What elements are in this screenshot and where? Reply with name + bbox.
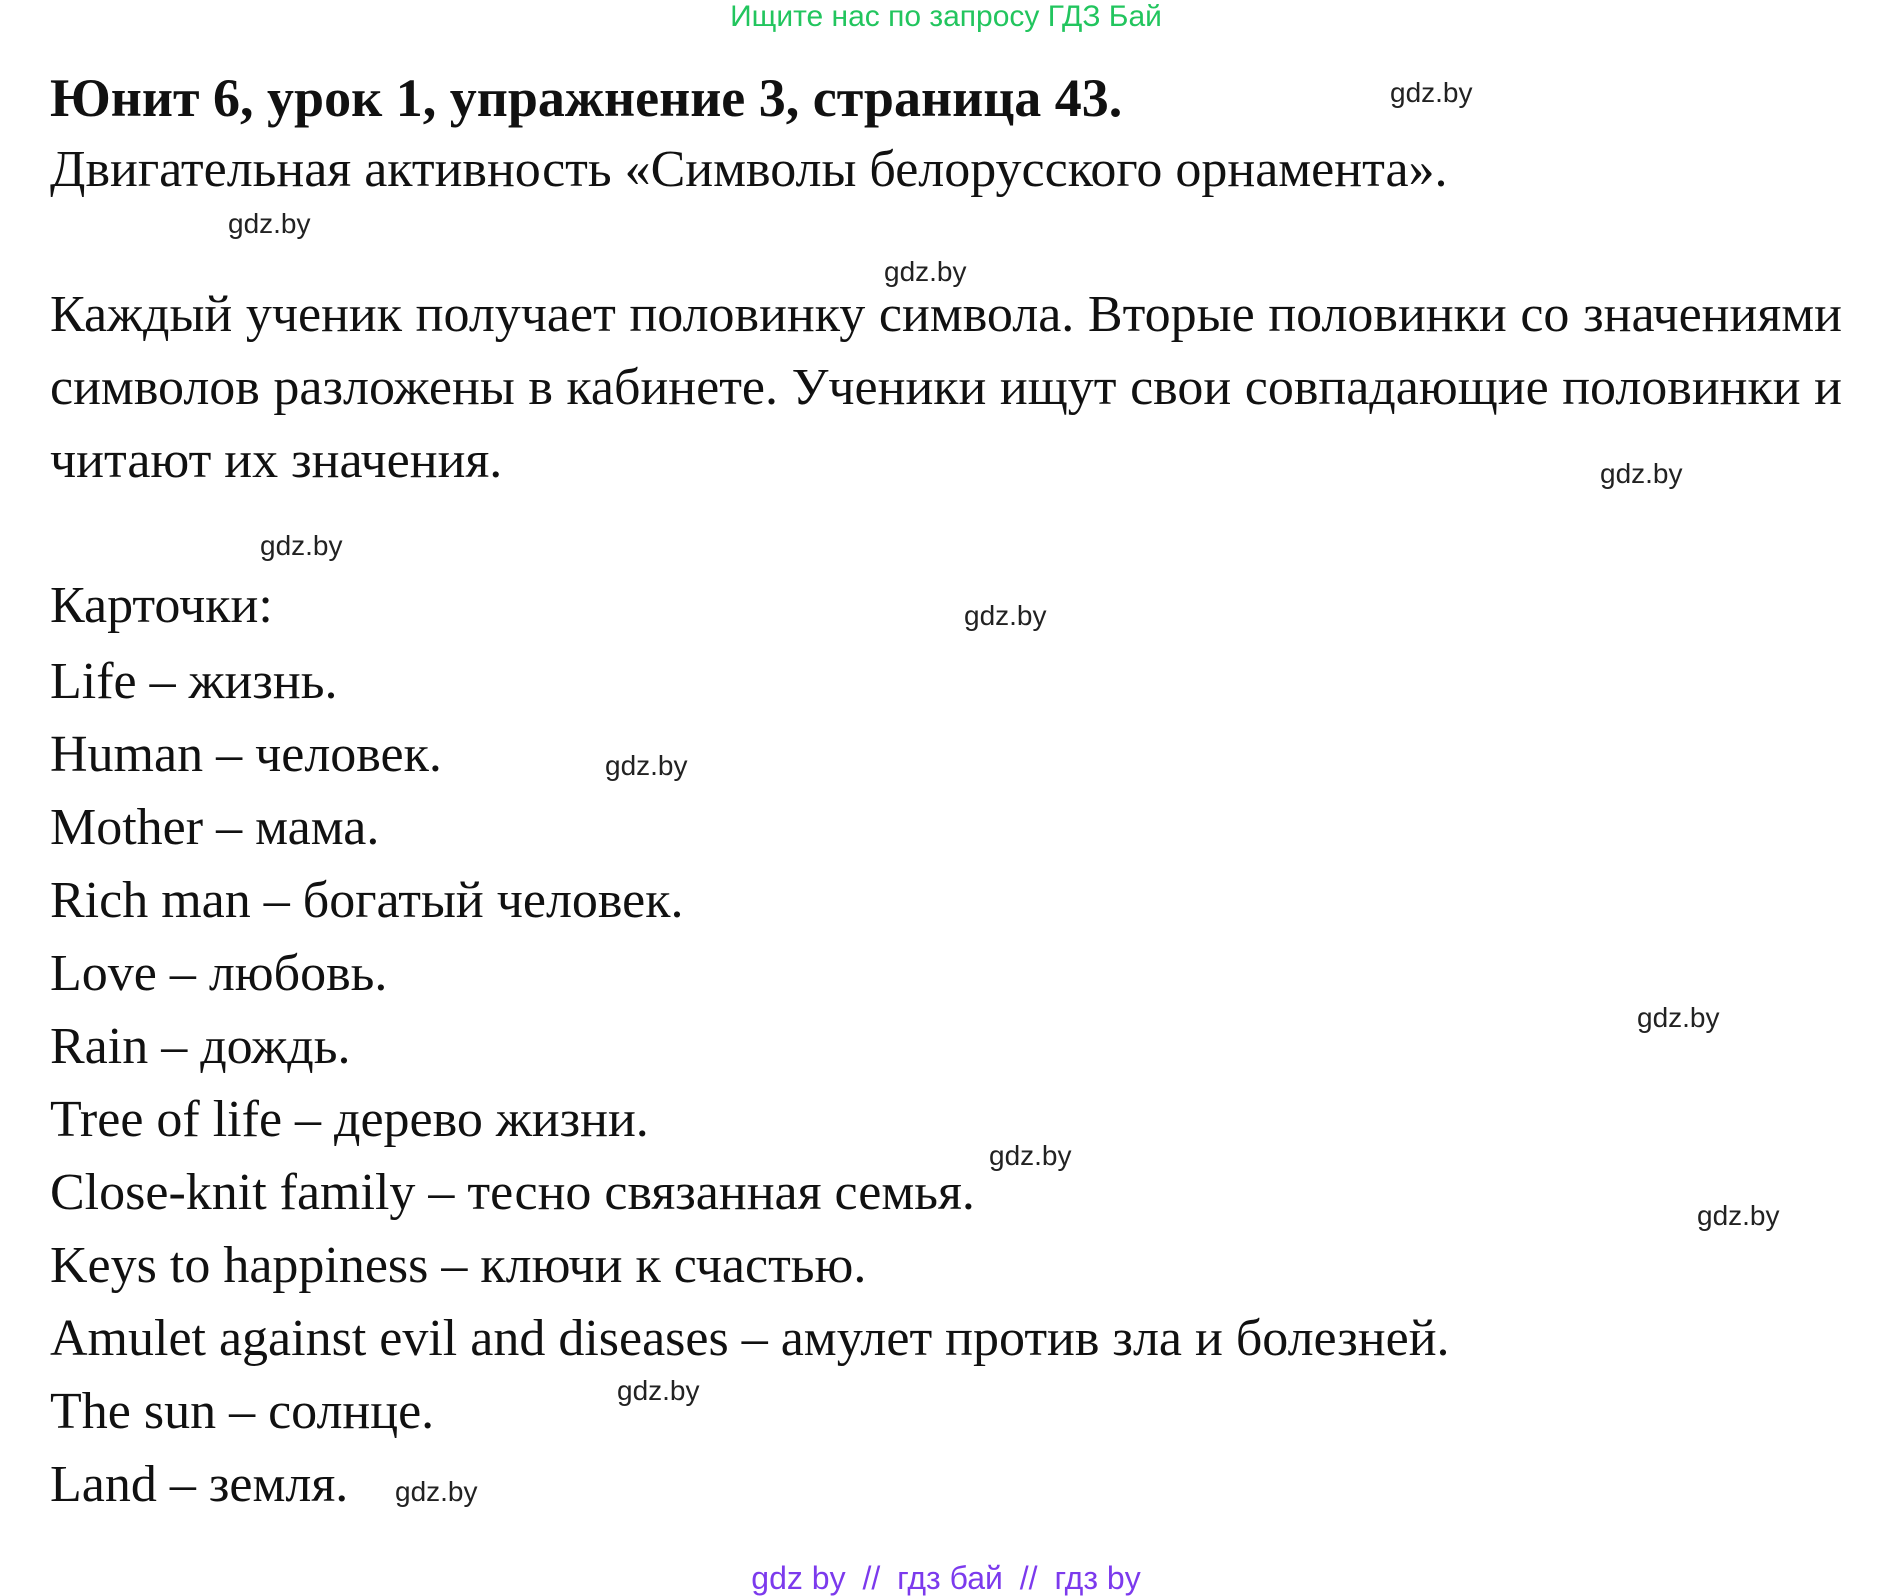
- watermark: gdz.by: [1390, 77, 1473, 108]
- watermark: gdz.by: [989, 1140, 1072, 1171]
- search-banner: Ищите нас по запросу ГДЗ Бай: [730, 0, 1162, 33]
- card-item: Love – любовь.: [50, 945, 388, 1002]
- card-item: Close-knit family – тесно связанная семья.: [50, 1164, 975, 1221]
- watermark: gdz.by: [1697, 1200, 1780, 1231]
- card-item: Human – человек.: [50, 726, 442, 783]
- watermark: gdz.by: [605, 750, 688, 781]
- page-title: Юнит 6, урок 1, упражнение 3, страница 43.: [50, 68, 1123, 128]
- watermark: gdz.by: [617, 1375, 700, 1406]
- card-item: Amulet against evil and diseases – амулет против зла и болезней.: [50, 1310, 1450, 1367]
- watermark: gdz.by: [964, 600, 1047, 631]
- card-item: Rich man – богатый человек.: [50, 872, 684, 929]
- activity-subtitle: Двигательная активность «Символы белорусского орнамента».: [50, 141, 1448, 198]
- card-item: The sun – солнце.: [50, 1383, 435, 1440]
- watermark: gdz.by: [1637, 1002, 1720, 1033]
- watermark: gdz.by: [260, 530, 343, 561]
- cards-list: [50, 645, 1450, 1521]
- card-item: Rain – дождь.: [50, 1018, 351, 1075]
- footer-separator: //: [862, 1560, 881, 1596]
- card-item: Life – жизнь.: [50, 653, 338, 710]
- footer-link[interactable]: гдз бай: [897, 1560, 1003, 1596]
- watermark: gdz.by: [228, 208, 311, 239]
- watermark: gdz.by: [1600, 458, 1683, 489]
- card-item: Tree of life – дерево жизни.: [50, 1091, 649, 1148]
- watermark: gdz.by: [395, 1476, 478, 1507]
- footer-link[interactable]: гдз by: [1054, 1560, 1141, 1596]
- footer-links: [0, 1560, 1892, 1596]
- watermark: gdz.by: [884, 256, 967, 287]
- footer-separator: //: [1019, 1560, 1038, 1596]
- card-item: Land – земля.: [50, 1456, 349, 1513]
- card-item: Keys to happiness – ключи к счастью.: [50, 1237, 867, 1294]
- cards-heading: Карточки:: [50, 577, 273, 634]
- footer-link[interactable]: gdz by: [751, 1560, 846, 1596]
- card-item: Mother – мама.: [50, 799, 380, 856]
- instruction-paragraph: Каждый ученик получает половинку символа. Вторые половинки со значениями символов разложены в кабинете. Ученики ищут свои совпадающие половинки и читают их значения.: [50, 286, 1842, 489]
